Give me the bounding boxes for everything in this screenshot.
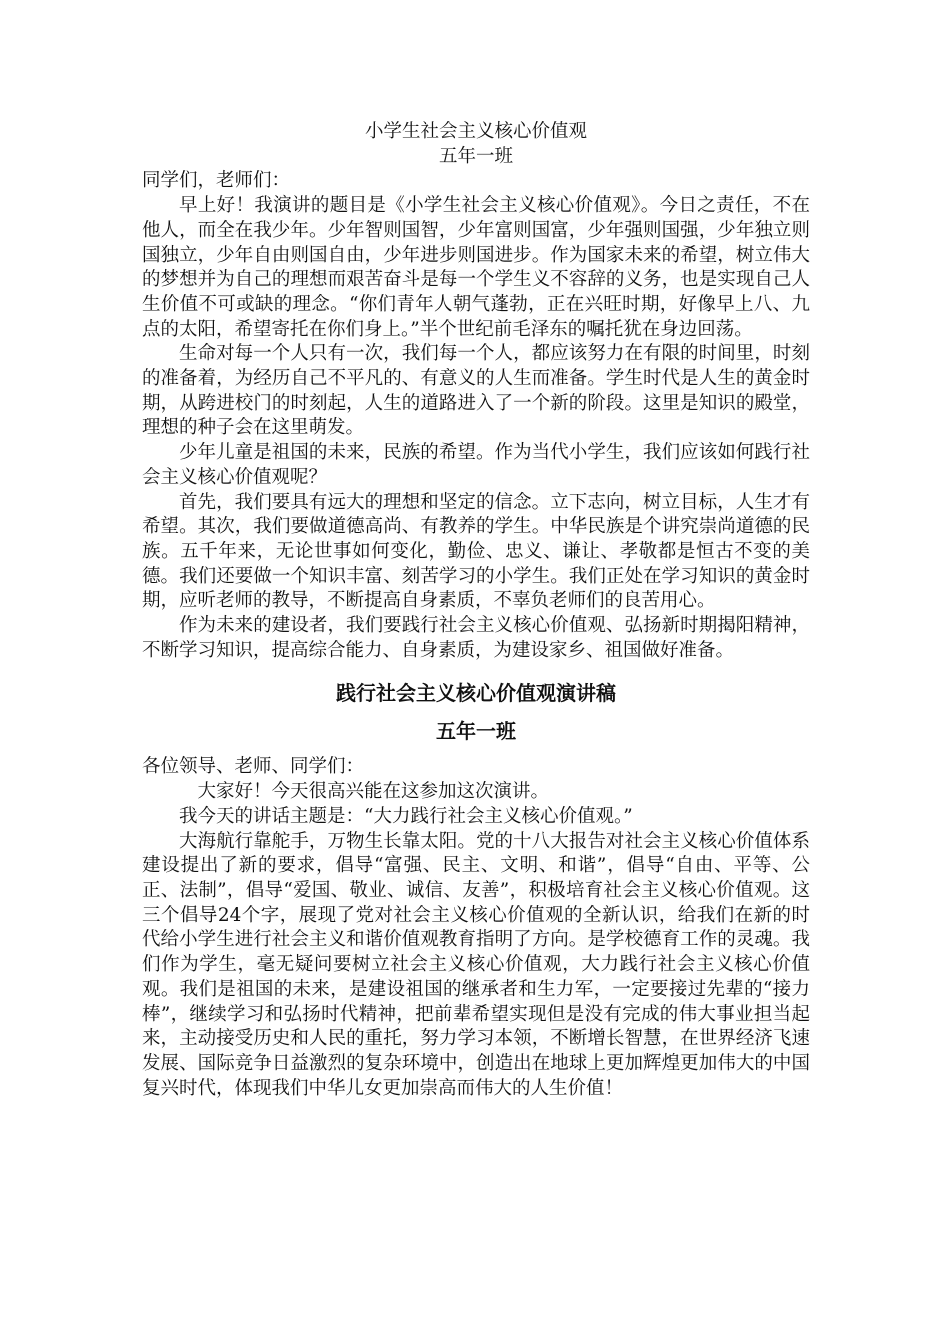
speech2-paragraph: 我今天的讲话主题是：“大力践行社会主义核心价值观。”: [179, 805, 633, 827]
speech1-title: 小学生社会主义核心价值观: [364, 121, 587, 142]
speech2-title: 践行社会主义核心价值观演讲稿: [336, 681, 616, 706]
speech2-greeting: 大家好！今天很高兴能在这参加这次演讲。: [197, 781, 550, 803]
speech2-paragraph: 大海航行靠舵手，万物生长靠太阳。党的十八大报告对社会主义核心价值体系建设提出了新的要求，倡导“富强、民主、文明、和谐”，倡导“自由、平等、公正、法制”，倡导“爱国、敬业、诚信、友善”，积极培育社会主义核心价值观。这三个倡导24个字，展现了党对社会主义核心价值观的全新认识，给我们在新的时代给小学生进行社会主义和谐价值观教育指明了方向。是学校德育工作的灵魂。我们作为学生，毫无疑问要树立社会主义核心价值观，大力践行社会主义核心价值观。我们是祖国的未来，是建设祖国的继承者和生力军，一定要接过先辈的“接力棒”，继续学习和弘扬时代精神，把前辈希望实现但是没有完成的伟大事业担当起来，主动接受历史和人民的重托，努力学习本领，不断增长智慧，在世界经济飞速发展、国际竞争日益激烈的复杂环境中，创造出在地球上更加辉煌更加伟大的中国复兴时代，体现我们中华儿女更加崇高而伟大的人生价值！: [142, 830, 810, 1099]
speech1-paragraph: 生命对每一个人只有一次，我们每一个人，都应该努力在有限的时间里，时刻的准备着，为经历自己不平凡的、有意义的人生而准备。学生时代是人生的黄金时期，从跨进校门的时刻起，人生的道路进入了一个新的阶段。这里是知识的殿堂，理想的种子会在这里萌发。: [142, 343, 810, 439]
speech1-paragraph: 少年儿童是祖国的未来，民族的希望。作为当代小学生，我们应该如何践行社会主义核心价值观呢？: [142, 442, 810, 488]
speech2-class: 五年一班: [436, 719, 516, 744]
speech1-salutation: 同学们，老师们：: [142, 170, 291, 192]
speech1-paragraph: 首先，我们要具有远大的理想和坚定的信念。立下志向，树立目标，人生才有希望。其次，我们要做道德高尚、有教养的学生。中华民族是个讲究崇尚道德的民族。五千年来，无论世事如何变化，勤俭、忠义、谦让、孝敬都是恒古不变的美德。我们还要做一个知识丰富、刻苦学习的小学生。我们正处在学习知识的黄金时期，应听老师的教导，不断提高自身素质，不辜负老师们的良苦用心。: [142, 491, 810, 612]
document-page: [142, 120, 810, 1101]
speech1-class: 五年一班: [438, 145, 513, 167]
speech1-paragraph: 作为未来的建设者，我们要践行社会主义核心价值观、弘扬新时期揭阳精神，不断学习知识，提高综合能力、自身素质，为建设家乡、祖国做好准备。: [142, 615, 810, 661]
speech2-salutation: 各位领导、老师、同学们：: [142, 756, 365, 778]
speech1-paragraph: 早上好！我演讲的题目是《小学生社会主义核心价值观》。今日之责任，不在他人，而全在我少年。少年智则国智，少年富则国富，少年强则国强，少年独立则国独立，少年自由则国自由，少年进步则国进步。作为国家未来的希望，树立伟大的梦想并为自己的理想而艰苦奋斗是每一个学生义不容辞的义务，也是实现自己人生价值不可或缺的理念。“你们青年人朝气蓬勃，正在兴旺时期，好像早上八、九点的太阳，希望寄托在你们身上。”半个世纪前毛泽东的嘱托犹在身边回荡。: [142, 195, 810, 340]
